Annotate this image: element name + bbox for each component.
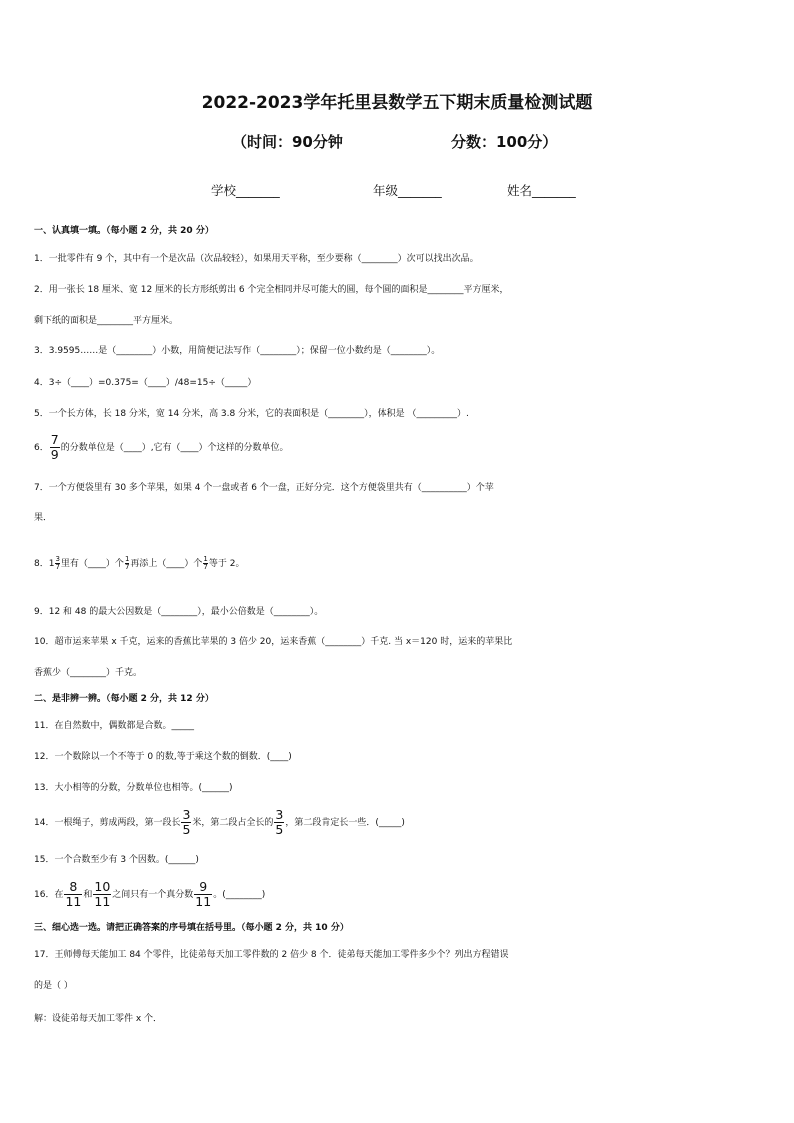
question-6-text: 的分数单位是（____）,它有（____）个这样的分数单位。 (60, 443, 289, 453)
question-6-prefix: 6． (34, 443, 49, 453)
question-11: 11．在自然数中，偶数都是合数。_____ (34, 721, 194, 731)
question-5: 5．一个长方体，长 18 分米，宽 14 分米，高 3.8 分米，它的表面积是（________），体积是 （_________）. (34, 409, 469, 419)
question-8: 8．1 $\frac{3}{7}$ 里有（____）个 $\frac{1}{7}$ 再添上（____）个 $\frac{1}{7}$ 等于 2。 (34, 555, 245, 571)
exam-time: （时间：90分钟 (232, 133, 343, 151)
mixed-fraction-part: $\frac{3}{7}$ (55, 555, 60, 571)
question-7-line-2: 果． (34, 513, 53, 523)
fraction-10-11: $\frac{10}{11}$ (94, 879, 111, 909)
question-10-line-1: 10．超市运来苹果 x 千克，运来的香蕉比苹果的 3 倍少 20，运来香蕉（________）千克. 当 x＝120 时，运来的苹果比 (34, 637, 513, 647)
question-16: 16．在 $\frac{8}{11}$ 和 $\frac{10}{11}$ 之间只有一个真分数 $\frac{9}{11}$ 。(________) (34, 879, 266, 909)
question-6 (34, 433, 764, 462)
section-heading-1: 一、认真填一填。（每小题 2 分，共 20 分） (34, 226, 214, 236)
question-2-line-2: 剩下纸的面积是________平方厘米。 (34, 316, 179, 326)
fraction-7-9: $\frac{7}{9}$ (50, 432, 59, 462)
question-1: 1．一批零件有 9 个，其中有一个是次品（次品较轻），如果用天平称，至少要称（________）次可以找出次品。 (34, 254, 479, 264)
fraction-8-11: $\frac{8}{11}$ (65, 879, 82, 909)
fraction-9-11: $\frac{9}{11}$ (195, 879, 212, 909)
fraction-3-5: $\frac{3}{5}$ (182, 807, 191, 837)
exam-score: 分数：100分） (451, 133, 558, 151)
question-17-solution: 解：设徒弟每天加工零件 x 个． (34, 1014, 163, 1024)
section-heading-3: 三、细心选一选。请把正确答案的序号填在括号里。（每小题 2 分，共 10 分） (34, 923, 349, 933)
question-7-line-1: 7．一个方便袋里有 30 多个苹果，如果 4 个一盘或者 6 个一盘，正好分完．这个方便袋里共有（__________）个苹 (34, 483, 494, 493)
name-field: 姓名_______ (507, 183, 576, 198)
school-field: 学校_______ (211, 183, 280, 198)
question-13: 13．大小相等的分数，分数单位也相等。(______) (34, 783, 233, 793)
question-10-line-2: 香蕉少（________）千克。 (34, 668, 143, 678)
question-12: 12．一个数除以一个不等于 0 的数,等于乘这个数的倒数．(____) (34, 752, 292, 762)
question-14: 14．一根绳子，剪成两段，第一段长 $\frac{3}{5}$ 米，第二段占全长的 $\frac{3}{5}$ ，第二段肯定长一些．(_____) (34, 807, 405, 837)
section-heading-2: 二、是非辨一辨。（每小题 2 分，共 12 分） (34, 694, 214, 704)
question-17-line-1: 17．王师傅每天能加工 84 个零件，比徒弟每天加工零件数的 2 倍少 8 个．徒弟每天能加工零件多少个？列出方程错误 (34, 950, 509, 960)
question-17-line-2: 的是（ ） (34, 981, 73, 991)
page-title: 2022-2023学年托里县数学五下期末质量检测试题 (201, 93, 593, 113)
fraction-1-7-second: $\frac{1}{7}$ (203, 555, 208, 571)
question-15: 15．一个合数至少有 3 个因数。(______) (34, 855, 199, 865)
question-4: 4．3÷（____）=0.375=（____）/48=15÷（_____） (34, 378, 257, 388)
fraction-1-7: $\frac{1}{7}$ (124, 555, 130, 571)
fraction-3-5-second: $\frac{3}{5}$ (275, 807, 284, 837)
question-2-line-1: 2．用一张长 18 厘米、宽 12 厘米的长方形纸剪出 6 个完全相同并尽可能大的圆，每个圆的面积是________平方厘米， (34, 285, 509, 295)
grade-field: 年级_______ (373, 183, 442, 198)
question-3: 3．3.9595……是（________）小数，用简便记法写作（________）；保留一位小数约是（________）。 (34, 346, 441, 356)
question-9: 9．12 和 48 的最大公因数是（________），最小公倍数是（________）。 (34, 607, 324, 617)
